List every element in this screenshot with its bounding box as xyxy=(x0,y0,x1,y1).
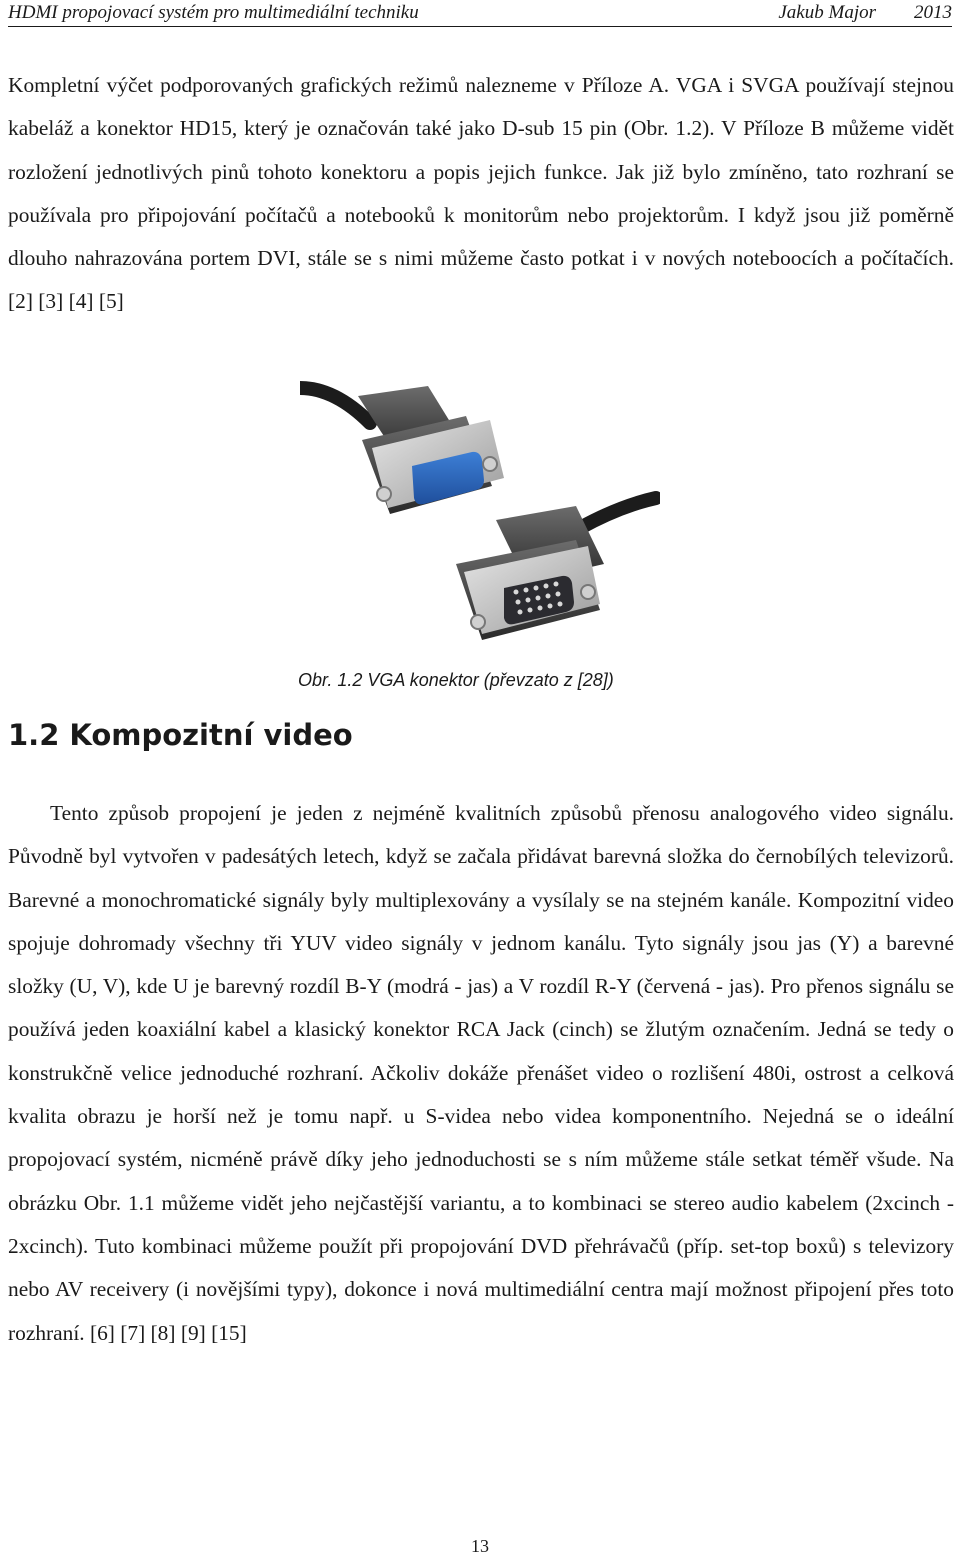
vga-connectors-illustration xyxy=(300,378,660,664)
paragraph-vga: Kompletní výčet podporovaných grafických režimů nalezneme v Příloze A. VGA i SVGA používají stejnou kabeláž a konektor HD15, který je označován také jako D-sub 15 pin (Obr. 1.2). V Příloze B můžeme vidět rozložení jednotlivých pinů tohoto konektoru a popis jejich funkce. Jak již bylo zmíněno, tato rozhraní se používala pro připojování počítačů a notebooků k monitorům nebo projektorům. I když jsou již poměrně dlouho nahrazována portem DVI, stále se s nimi můžeme často potkat i v nových noteboocích a počítačích. [2] [3] [4] [5] xyxy=(8,73,954,314)
header-author: Jakub Major xyxy=(778,2,876,23)
header-title: HDMI propojovací systém pro multimediální techniku xyxy=(8,2,419,23)
male-vga-connector xyxy=(456,498,656,640)
header-year: 2013 xyxy=(914,2,952,23)
female-vga-connector xyxy=(300,386,504,514)
section-number: 1.2 xyxy=(8,718,60,752)
page-number: 13 xyxy=(471,1536,489,1556)
section-title: Kompozitní video xyxy=(69,718,353,752)
figure-caption: Obr. 1.2 VGA konektor (převzato z [28]) xyxy=(298,670,614,690)
section-heading xyxy=(8,718,353,752)
vga-connector-figure xyxy=(300,378,660,664)
paragraph-composite-video: Tento způsob propojení je jeden z nejméně kvalitních způsobů přenosu analogového video signálu. Původně byl vytvořen v padesátých letech, když se začala přidávat barevná složka do černobílých televizorů. Barevné a monochromatické signály byly multiplexovány a vysílaly se na stejném kanále. Kompozitní video spojuje dohromady všechny tři YUV video signály v jednom kanálu. Tyto signály jsou jas (Y) a barevné složky (U, V), kde U je barevný rozdíl B-Y (modrá - jas) a V rozdíl R-Y (červená - jas). Pro přenos signálu se používá jeden koaxiální kabel a klasický konektor RCA Jack (cinch) se žlutým označením. Jedná se tedy o konstrukčně velice jednoduché rozhraní. Ačkoliv dokáže přenášet video o rozlišení 480i, ostrost a celková kvalita obrazu je horší než je tomu např. u S-videa nebo videa komponentního. Nejedná se o ideální propojovací systém, nicméně právě díky jeho jednoduchosti se s ním můžeme stále setkat téměř všude. Na obrázku Obr. 1.1 můžeme vidět jeho nejčastější variantu, a to kombinaci se stereo audio kabelem (2xcinch - 2xcinch). Tuto kombinaci můžeme použít při propojování DVD přehrávačů (příp. set-top boxů) s televizory nebo AV receivery (i novějšími typy), dokonce i nová multimediální centra mají možnost připojení přes toto rozhraní. [6] [7] [8] [9] [15] xyxy=(8,801,954,1345)
page-header xyxy=(8,0,952,27)
